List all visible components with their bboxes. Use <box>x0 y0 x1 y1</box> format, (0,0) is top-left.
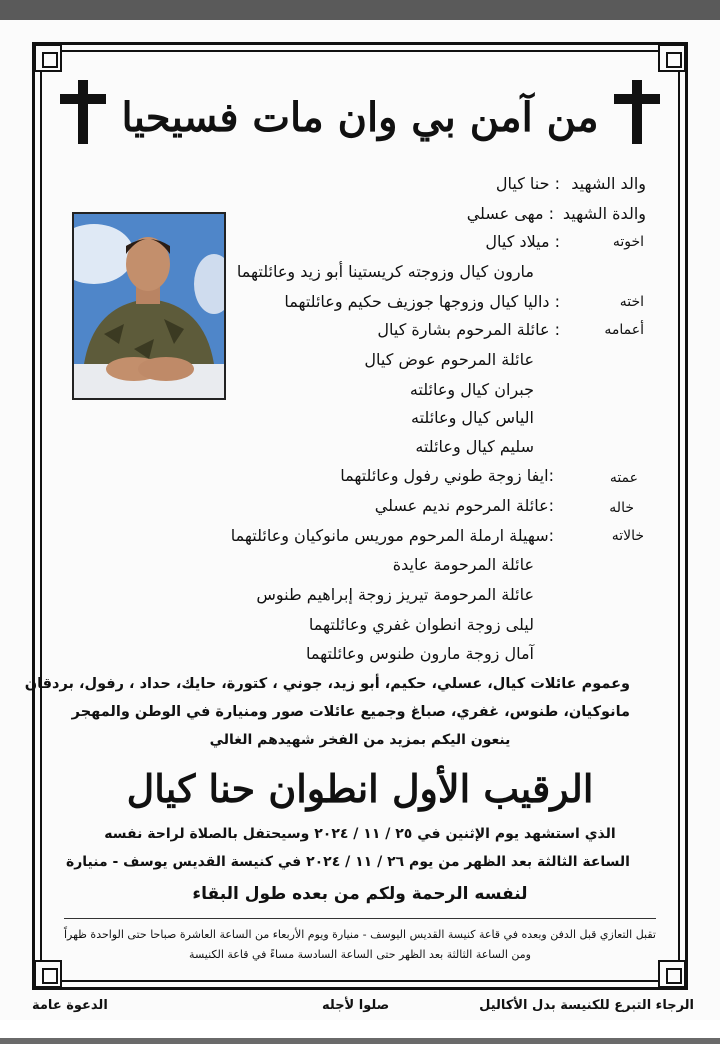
divider <box>64 918 656 919</box>
maternal-aunt-item: عائلة المرحومة عايدة <box>392 555 534 574</box>
uncle-item: الياس كيال وعائلته <box>411 408 534 427</box>
maternal-uncle-label: خاله <box>609 500 634 516</box>
bottom-bar <box>0 1038 720 1044</box>
father-label: والد الشهيد <box>571 174 646 193</box>
condolence-line-1: تقبل التعازي قبل الدفن وبعده في قاعة كنيسة القديس اليوسف - منيارة ويوم الأربعاء من الساعة العاشرة صباحا حتى الواحدة ظهراً <box>63 928 656 941</box>
corner-ornament-bottom-right <box>658 960 686 988</box>
maternal-aunts-label: خالاته <box>611 528 644 544</box>
headline-verse: من آمن بي وان مات فسيحيا <box>121 94 599 141</box>
father-name: : حنا كيال <box>495 174 560 193</box>
soldier-portrait-icon <box>74 214 224 398</box>
maternal-aunt-item: عائلة المرحومة تيريز زوجة إبراهيم طنوس <box>256 585 534 604</box>
families-line-1: وعموم عائلات كيال، عسلي، حكيم، أبو زيد، جوني ، كتورة، حايك، حداد ، رفول، بردقان <box>24 676 630 692</box>
prayers-note: صلوا لأجله <box>322 998 390 1013</box>
paternal-aunt-item: :ايفا زوجة طوني رفول وعائلتهما <box>340 466 554 485</box>
donation-note: الرجاء التبرع للكنيسة بدل الأكاليل <box>479 998 694 1013</box>
uncle-item: عائلة المرحوم عوض كيال <box>364 350 534 369</box>
condolence-line-2: ومن الساعة الثالثة بعد الظهر حتى الساعة السادسة مساءً في قاعة الكنيسة <box>189 948 531 961</box>
maternal-aunt-item: :سهيلة ارملة المرحوم موريس مانوكيان وعائلتهما <box>230 526 554 545</box>
uncle-item: سليم كيال وعائلته <box>415 437 534 456</box>
cross-icon-left <box>60 80 106 144</box>
top-bar <box>0 0 720 20</box>
corner-ornament-bottom-left <box>34 960 62 988</box>
families-line-2: مانوكيان، طنوس، غفري، صباغ وجميع عائلات صور ومنيارة في الوطن والمهجر <box>71 704 630 720</box>
maternal-uncle-item: :عائلة المرحوم نديم عسلي <box>374 496 554 515</box>
sister-item: : داليا كيال وزوجها جوزيف حكيم وعائلتهما <box>284 292 560 311</box>
martyr-name: الرقيب الأول انطوان حنا كيال <box>126 766 594 811</box>
maternal-aunt-item: آمال زوجة مارون طنوس وعائلتهما <box>305 644 534 663</box>
mother-label: والدة الشهيد <box>562 204 646 223</box>
paternal-aunt-label: عمته <box>609 470 638 486</box>
cross-icon-right <box>614 80 660 144</box>
brothers-label: اخوته <box>612 234 644 250</box>
sister-label: اخته <box>619 294 644 310</box>
corner-ornament-top-right <box>658 44 686 72</box>
funeral-line-2: الساعة الثالثة بعد الظهر من يوم ٢٦ / ١١ / ٢٠٢٤ في كنيسة القديس يوسف - منيارة <box>65 854 630 870</box>
prayer-line: لنفسه الرحمة ولكم من بعده طول البقاء <box>192 884 528 904</box>
announcement: ينعون اليكم بمزيد من الفخر شهيدهم الغالي <box>209 732 511 748</box>
brother-item: مارون كيال وزوجته كريستينا أبو زيد وعائلتهما <box>236 262 534 281</box>
brother-item: : ميلاد كيال <box>485 232 560 251</box>
invitation-note: الدعوة عامة <box>32 998 108 1013</box>
maternal-aunt-item: ليلى زوجة انطوان غفري وعائلتهما <box>308 615 534 634</box>
uncles-label: أعمامه <box>604 322 644 338</box>
mother-name: : مهى عسلي <box>466 204 554 223</box>
funeral-line-1: الذي استشهد يوم الإثنين في ٢٥ / ١١ / ٢٠٢٤ وسيحتفل بالصلاة لراحة نفسه <box>104 826 616 842</box>
martyr-photo <box>72 212 226 400</box>
uncle-item: : عائلة المرحوم بشارة كيال <box>377 320 560 339</box>
corner-ornament-top-left <box>34 44 62 72</box>
uncle-item: جبران كيال وعائلته <box>409 380 534 399</box>
